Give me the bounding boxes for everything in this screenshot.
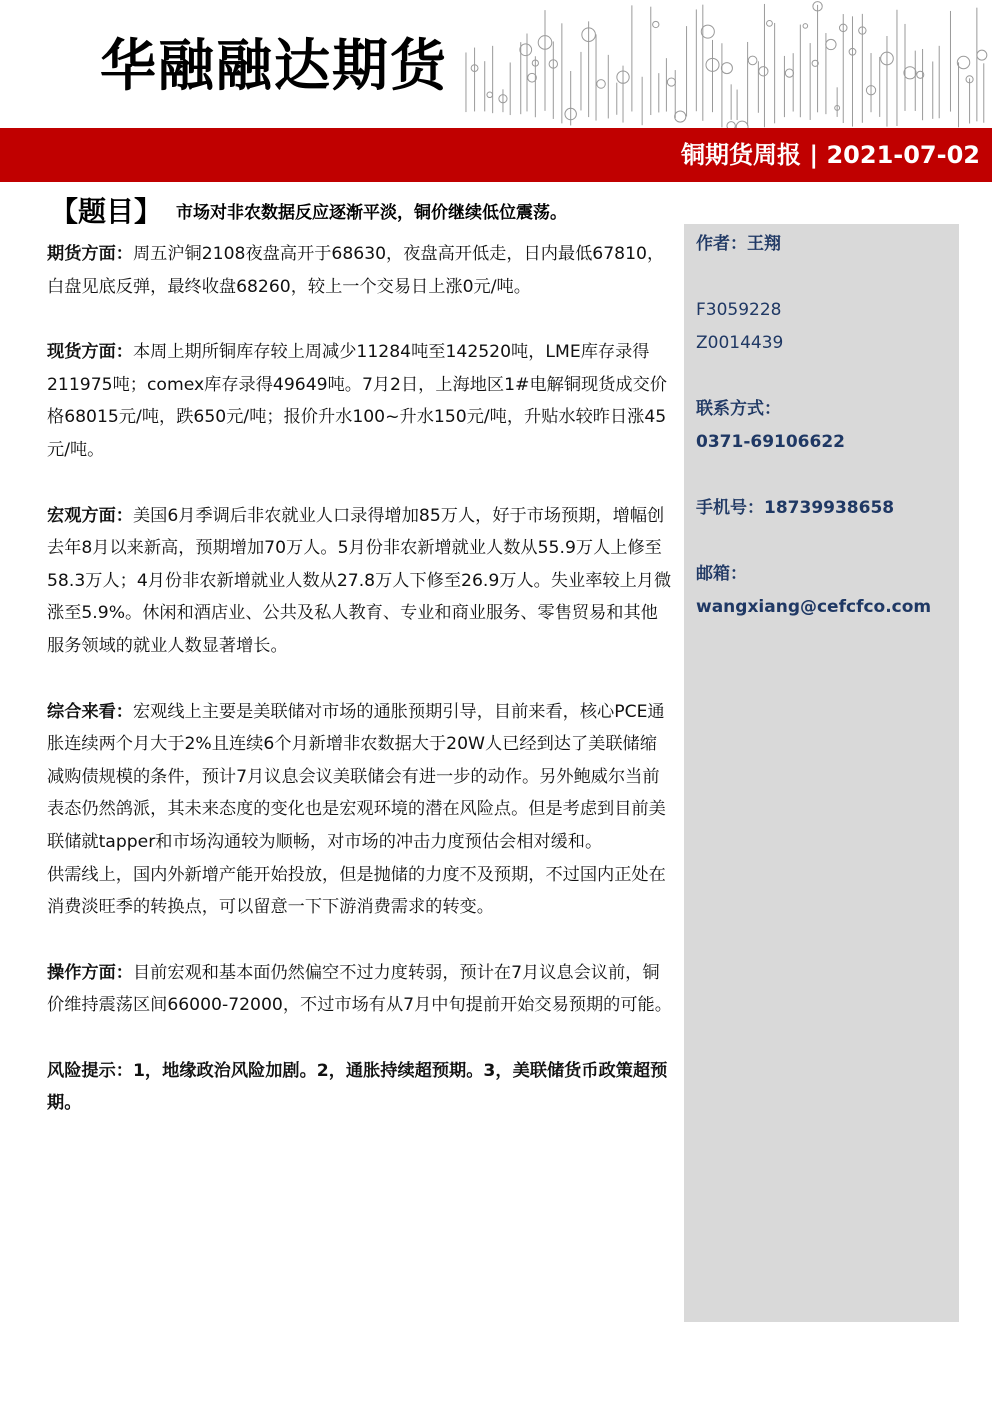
deco-circle <box>675 111 686 122</box>
contact-phone: 0371-69106622 <box>696 432 845 452</box>
spot-label: 现货方面： <box>47 342 133 363</box>
deco-circle <box>977 50 987 60</box>
deco-circle <box>748 56 757 65</box>
macro-label: 宏观方面： <box>47 505 133 526</box>
deco-circle <box>826 39 836 49</box>
macro-text: 美国6月季调后非农就业人口录得增加85万人，好于市场预期，增幅创去年8月以来新高，预期增加70万人。5月份非农新增就业人数从55.9万人上修至58.3万人；4月份非农新增就业人数从27.8万人下修至26.9万人。失业率较上月微涨至5.9%。休闲和酒店业、公共及私人教育、专业和商业服务、零售贸易和其他服务领域的就业人数显著增长。 <box>47 505 672 656</box>
email-address: wangxiang@cefcfco.com <box>696 597 932 617</box>
deco-circle <box>957 56 969 68</box>
macro-paragraph <box>47 500 672 663</box>
deco-circle <box>597 80 606 89</box>
deco-circle <box>759 67 768 76</box>
deco-circle <box>785 69 793 77</box>
operation-label: 操作方面： <box>47 962 133 983</box>
futures-text: 周五沪铜2108夜盘高开于68630，夜盘高开低走，日内最低67810，白盘见底反弹，最终收盘68260，较上一个交易日上涨0元/吨。 <box>47 244 665 297</box>
operation-text: 目前宏观和基本面仍然偏空不过力度转弱，预计在7月议息会议前，铜价维持震荡区间66000-72000，不过市场有从7月中旬提前开始交易预期的可能。 <box>47 962 672 1016</box>
license-number-1: F3059228 <box>696 300 782 320</box>
deco-circle <box>667 78 675 86</box>
report-banner-title: 铜期货周报 | 2021-07-02 <box>681 141 980 169</box>
contact-label: 联系方式： <box>696 399 781 419</box>
supply-paragraph: 供需线上，国内外新增产能开始投放，但是抛储的力度不及预期，不过国内正处在消费淡旺季的转换点，可以留意一下下游消费需求的转变。 <box>47 864 666 918</box>
operation-paragraph <box>47 957 672 1022</box>
deco-circle <box>520 44 532 56</box>
report-body <box>47 238 672 1120</box>
risk-paragraph: 风险提示：1，地缘政治风险加剧。2，通胀持续超预期。3，美联储货币政策超预期。 <box>47 1060 668 1114</box>
deco-circle <box>487 92 493 98</box>
deco-circle <box>736 121 748 128</box>
futures-label: 期货方面： <box>47 244 133 264</box>
deco-circle <box>904 67 916 79</box>
deco-circle <box>803 24 808 29</box>
deco-circle <box>721 63 732 74</box>
license-number-2: Z0014439 <box>696 333 784 353</box>
deco-circle <box>767 20 773 26</box>
overall-label: 综合来看： <box>47 701 133 722</box>
header-decoration <box>458 0 992 128</box>
mobile-number: 手机号：18739938658 <box>696 498 895 518</box>
deco-circle <box>653 21 659 27</box>
overall-text: 宏观线上主要是美联储对市场的通胀预期引导，目前来看，核心PCE通胀连续两个月大于2%且连续6个月新增非农数据大于20W人已经到达了美联储缩减购债规模的条件，预计7月议息会议美联储会有进一步的动作。另外鲍威尔当前表态仍然鸽派，其未来态度的变化也是宏观环境的潜在风险点。但是考虑到目前美联储就tapper和市场沟通较为顺畅，对市场的冲击力度预估会相对缓和。 <box>47 701 666 852</box>
report-title-row <box>50 190 567 230</box>
email-label: 邮箱： <box>696 564 747 584</box>
spot-text: 本周上期所铜库存较上周减少11284吨至142520吨，LME库存录得211975吨；comex库存录得49649吨。7月2日，上海地区1#电解铜现货成交价格68015元/吨，跌650元/吨；报价升水100~升水150元/吨，升贴水较昨日涨45元/吨。 <box>47 342 667 460</box>
futures-paragraph <box>47 238 672 303</box>
title-tag: 【题目】 <box>50 195 163 228</box>
company-logo: 华融融达期货 <box>100 33 448 99</box>
spot-paragraph <box>47 336 672 466</box>
author-info <box>696 228 956 624</box>
author-name: 作者：王翔 <box>696 234 781 254</box>
overall-paragraph <box>47 696 672 859</box>
report-title: 市场对非农数据反应逐渐平淡，铜价继续低位震荡。 <box>176 202 568 223</box>
